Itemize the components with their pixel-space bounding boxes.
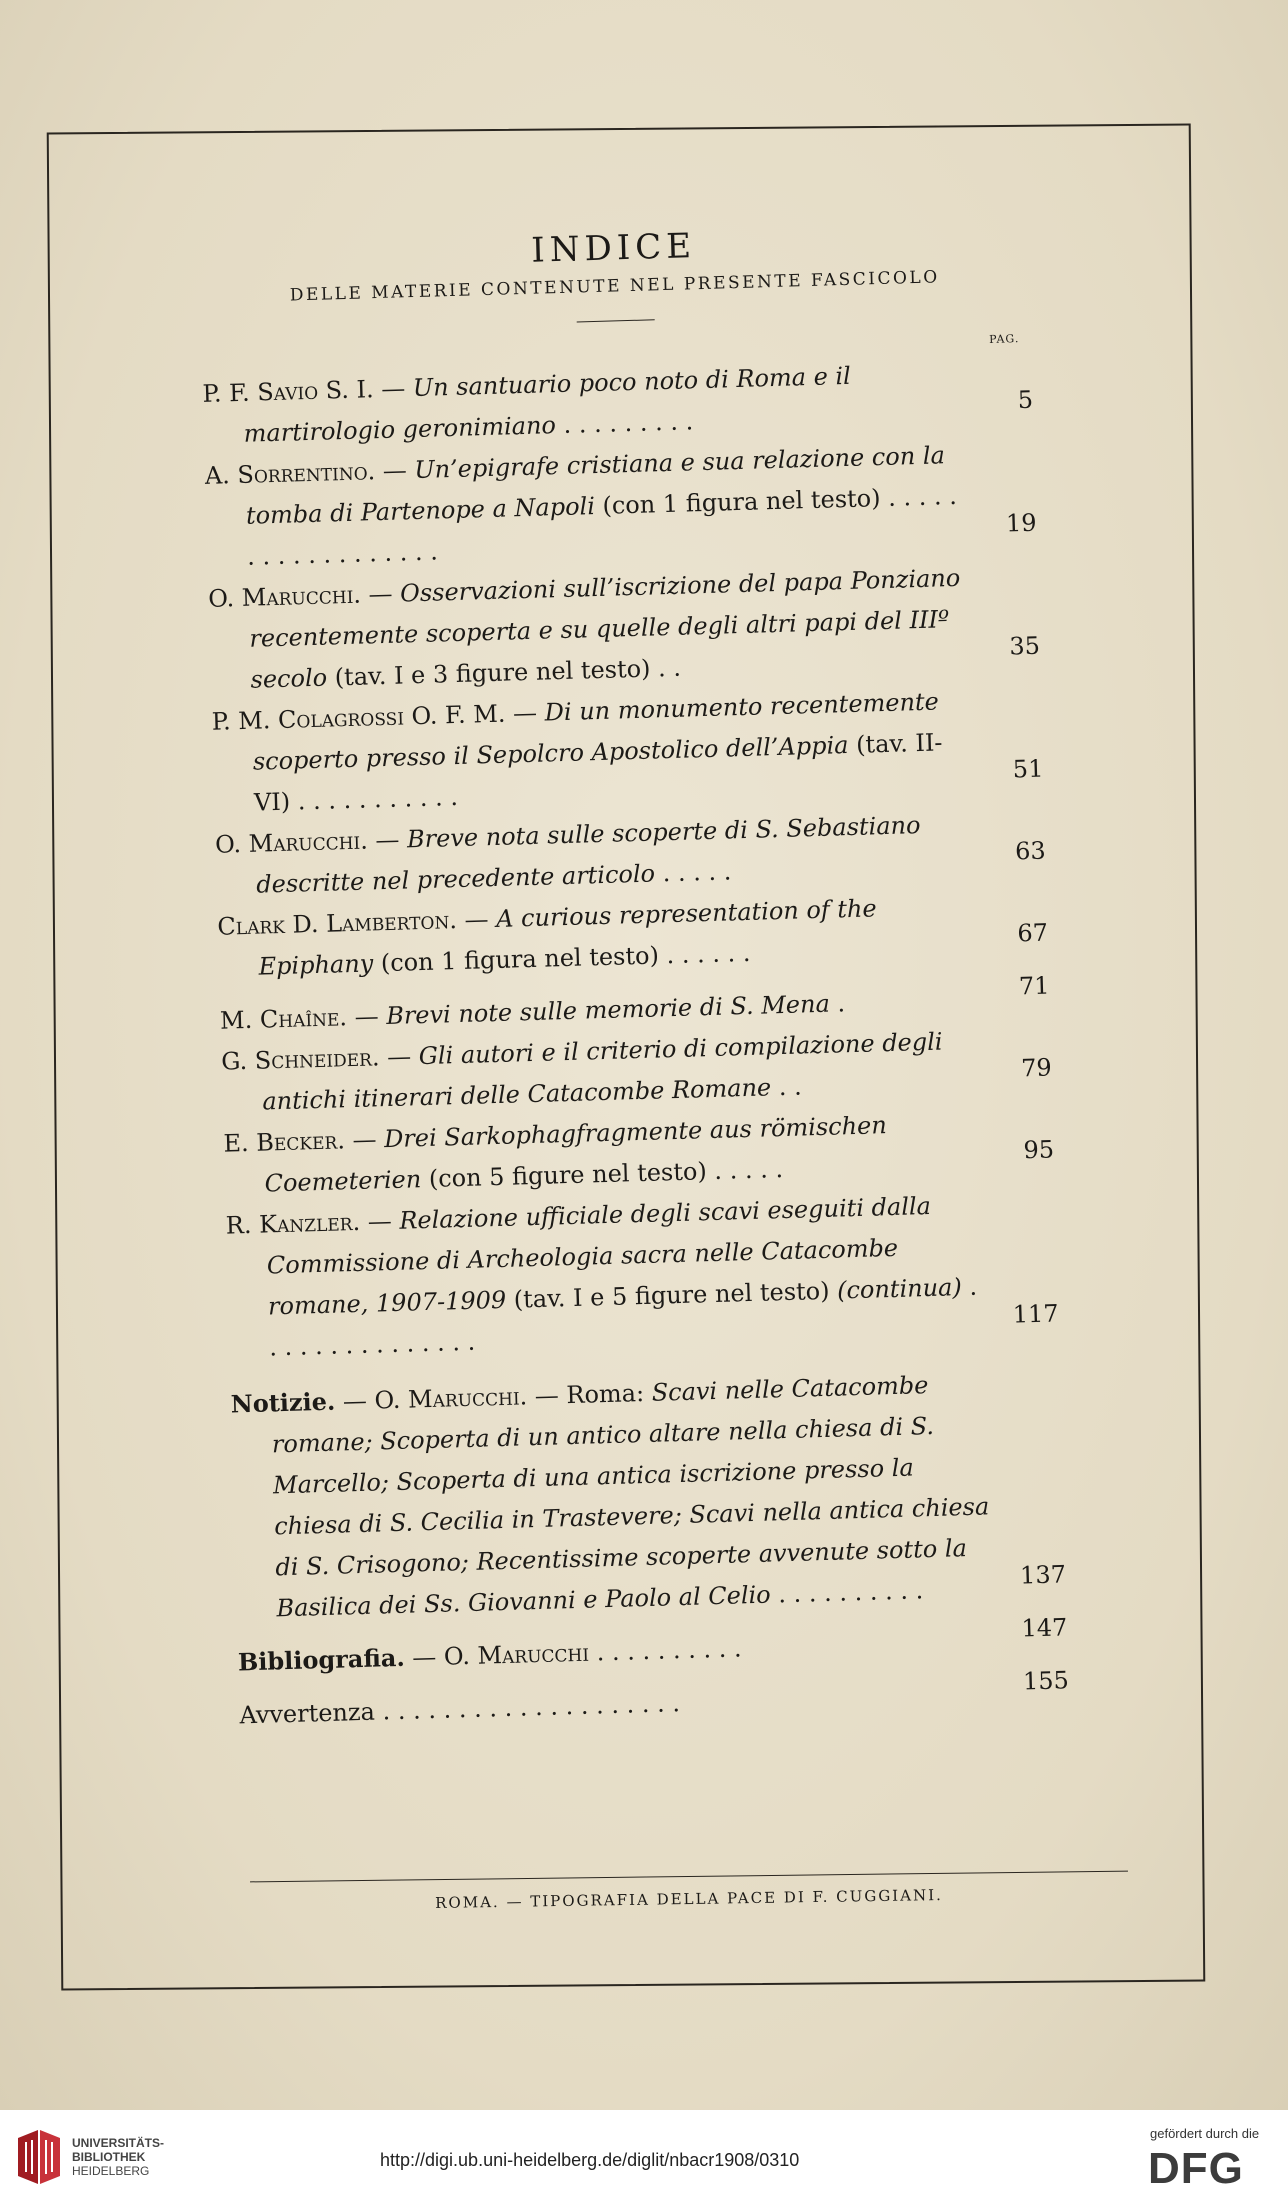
- entry-separator: —: [505, 698, 546, 728]
- entry-page-number: 5: [1017, 385, 1034, 415]
- entry-author: P. F. Savio S. I.: [202, 375, 375, 408]
- entry-note: (con 1 figura nel testo): [372, 941, 660, 978]
- printer-imprint: ROMA. — TIPOGRAFIA DELLA PACE DI F. CUGGIANI.: [435, 1886, 943, 1912]
- index-title: INDICE: [530, 226, 697, 271]
- entry-page-number: 155: [1022, 1666, 1070, 1696]
- entry-author: M. Chaîne.: [219, 1003, 348, 1035]
- entry-leader-dots: . . . . . . . . .: [555, 407, 694, 440]
- entry-title: Brevi note sulle memorie di S. Mena: [385, 989, 831, 1031]
- entry-separator: —: [404, 1642, 445, 1672]
- entry-title: Di un monumento recentemente scoperto presso il Sepolcro Apostolico dell’Appia: [252, 687, 940, 776]
- section-label: Bibliografia.: [237, 1642, 406, 1677]
- entry-separator: —: [367, 825, 408, 855]
- entry-title: Un santuario poco noto di Roma e il martirologio geronimiano: [243, 361, 852, 448]
- entry-title: Osservazioni sull’iscrizione del papa Ponziano recentemente scoperta e su quelle degli altri papi del IIIº secolo: [249, 563, 961, 694]
- entry-separator: —: [346, 1002, 387, 1032]
- entry-separator: —: [360, 579, 401, 609]
- entry-page-number: 51: [1012, 754, 1044, 784]
- entry-leader-dots: . . . . .: [654, 857, 732, 888]
- entry-page-number: 67: [1017, 918, 1049, 948]
- entry-separator: —: [456, 904, 497, 935]
- toc-entry: [225, 1182, 1059, 1369]
- page-column-label: PAG.: [988, 332, 1020, 346]
- library-name-line3: HEIDELBERG: [72, 2164, 150, 2178]
- toc-entry: [208, 556, 1041, 702]
- entry-title: Drei Sarkophagfragmente aus römischen Coemeterien: [264, 1111, 888, 1198]
- library-name-line1: UNIVERSITÄTS-: [72, 2136, 165, 2150]
- entry-author: P. M. Colagrossi O. F. M.: [211, 699, 506, 736]
- entry-separator: —: [359, 1206, 400, 1236]
- entry-page-number: 19: [1005, 508, 1037, 538]
- entry-leader-dots: . . . . . . . . . . . . . . .: [268, 1272, 978, 1362]
- dfg-logo: DFG: [1148, 2144, 1244, 2193]
- entry-author: O. Marucchi.: [207, 580, 362, 613]
- toc-entry-news: [230, 1360, 1067, 1630]
- title-divider: [577, 319, 655, 322]
- entry-author: G. Schneider.: [220, 1043, 380, 1076]
- entry-page-number: 79: [1020, 1053, 1053, 1083]
- toc-entry: [211, 679, 1044, 825]
- entry-separator: —: [374, 456, 415, 486]
- funding-caption: gefördert durch die: [1150, 2126, 1260, 2141]
- entry-note: (tav. I e 5 figure nel testo): [505, 1276, 838, 1314]
- toc-entry-text: [211, 681, 970, 825]
- entry-author: O. Marucchi: [443, 1638, 590, 1671]
- entry-author: O. Marucchi.: [214, 826, 369, 859]
- entry-separator: —: [379, 1042, 420, 1072]
- library-logo-icon: [14, 2128, 64, 2186]
- entry-page-number: 63: [1014, 836, 1047, 866]
- library-name: [72, 2136, 164, 2178]
- toc-entry-text: [225, 1185, 985, 1370]
- entry-leader-dots: . . . . .: [706, 1155, 784, 1186]
- entry-note: (tav. I e 3 figure nel testo): [326, 654, 651, 692]
- entry-leader-dots: . . . . . . . . . . . . . . . . . . . .: [374, 1689, 681, 1726]
- entry-note: (con 1 figura nel testo): [594, 484, 881, 521]
- entry-page-number: 147: [1021, 1613, 1068, 1643]
- library-name-line2: BIBLIOTHEK: [72, 2150, 146, 2164]
- entry-page-number: 137: [1019, 1560, 1067, 1590]
- entry-title: Relazione ufficiale degli scavi eseguiti dalla Commissione di Archeologia sacra nelle Catacombe romane, 1907-1909: [266, 1191, 932, 1321]
- entry-author: Clark D. Lamberton.: [217, 906, 458, 941]
- entry-title: Gli autori e il criterio di compilazione degli antichi itinerari delle Catacombe Romane: [261, 1027, 943, 1116]
- entry-continuation: (continua): [836, 1273, 963, 1305]
- entry-title: Un’epigrafe cristiana e sua relazione con la tomba di Partenope a Napoli: [245, 441, 946, 530]
- permalink-url[interactable]: http://digi.ub.uni-heidelberg.de/diglit/nbacr1908/0310: [380, 2150, 800, 2170]
- entry-title: Scavi nelle Catacombe romane; Scoperta di un antico altare nella chiesa di S. Marcello; Scoperta di una antica iscrizione presso la chiesa di S. Cecilia in Trastevere; Scavi nella antica chiesa di S. Crisogono; Recentissime scoperte avvenute sotto la Basilica dei Ss. Giovanni e Paolo al Celio: [271, 1371, 990, 1623]
- entry-author: A. Sorrentino.: [204, 457, 376, 490]
- entry-separator: —: [373, 374, 414, 404]
- entry-leader-dots: . .: [650, 653, 682, 683]
- entry-page-number: 117: [1012, 1299, 1059, 1329]
- entry-lead: Roma:: [566, 1378, 653, 1410]
- toc-entry: [204, 433, 1037, 579]
- entry-note: (con 5 figure nel testo): [420, 1157, 708, 1194]
- table-of-contents: [198, 207, 1070, 1737]
- index-subtitle: DELLE MATERIE CONTENUTE NEL PRESENTE FASCICOLO: [289, 267, 940, 306]
- toc-entry-text: [230, 1362, 993, 1630]
- entry-page-number: 95: [1023, 1135, 1055, 1165]
- toc-entry-text: [208, 558, 967, 702]
- entry-author: O. Marucchi.: [374, 1382, 528, 1415]
- entry-author: R. Kanzler.: [225, 1207, 361, 1240]
- entry-leader-dots: . . . . . . . . . .: [588, 1634, 742, 1667]
- section-label: Notizie.: [230, 1386, 336, 1419]
- entry-leader-dots: . .: [770, 1072, 803, 1102]
- entry-leader-dots: . . . . . .: [658, 938, 751, 970]
- entry-page-number: 35: [1009, 631, 1041, 661]
- toc-entry-text: [204, 435, 963, 579]
- entry-leader-dots: . . . . . . . . . .: [770, 1576, 924, 1609]
- entry-separator: —: [334, 1386, 375, 1416]
- entry-note: (tav. II-VI): [253, 728, 943, 817]
- entry-separator: —: [526, 1381, 567, 1411]
- entry-separator: —: [344, 1125, 385, 1155]
- entry-title: A curious representation of the Epiphany: [258, 894, 878, 981]
- entry-leader-dots: . . . . . . . . . . . . . . . . . .: [246, 481, 958, 571]
- entry-leader-dots: . . . . . . . . . . .: [289, 782, 459, 816]
- entry-plain-title: Avvertenza: [239, 1697, 376, 1730]
- entry-author: E. Becker.: [223, 1126, 346, 1158]
- entry-leader-dots: .: [829, 989, 846, 1018]
- entry-title: Breve nota sulle scoperte di S. Sebastiano descritte nel precedente articolo: [255, 811, 921, 899]
- entry-page-number: 71: [1018, 971, 1050, 1001]
